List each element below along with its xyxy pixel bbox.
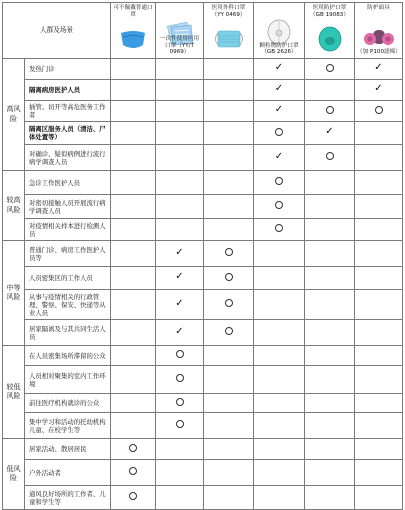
circle-mark-icon <box>275 177 283 185</box>
mark-cell <box>355 241 403 267</box>
mark-cell <box>111 101 156 122</box>
mark-cell <box>355 171 403 195</box>
table-row <box>3 366 403 394</box>
header-col-5 <box>305 3 355 59</box>
header-col-4-label: 颗粒物防护口罩（GB 2626） <box>259 42 299 56</box>
table-row <box>3 145 403 171</box>
mark-cell <box>355 267 403 290</box>
check-mark-icon: ✓ <box>274 150 284 162</box>
mark-cell <box>204 219 254 241</box>
mark-cell <box>204 122 254 145</box>
population-cell: 急诊工作医护人员 <box>25 171 111 195</box>
protective-gas-mask-icon <box>363 27 395 49</box>
mark-cell <box>254 413 305 439</box>
check-mark-icon: ✓ <box>175 271 184 283</box>
mark-cell <box>204 59 254 80</box>
mark-cell <box>156 101 204 122</box>
circle-mark-icon <box>176 398 184 406</box>
population-cell: 从事与疫情相关的行政管理、警察、保安、快递等从业人员 <box>25 290 111 320</box>
medical-protective-mask-icon <box>315 25 345 53</box>
mark-cell <box>305 59 355 80</box>
mark-cell <box>305 241 355 267</box>
circle-mark-icon <box>375 106 383 114</box>
table-row <box>3 346 403 366</box>
mark-cell <box>204 460 254 486</box>
mark-cell <box>355 195 403 219</box>
mark-cell <box>111 486 156 510</box>
mark-cell <box>156 460 204 486</box>
mark-cell <box>355 290 403 320</box>
mark-cell <box>254 80 305 101</box>
circle-mark-icon <box>275 128 283 136</box>
mark-cell <box>156 195 204 219</box>
mark-cell <box>204 80 254 101</box>
mark-cell <box>156 486 204 510</box>
mark-cell <box>305 267 355 290</box>
mark-cell <box>204 486 254 510</box>
population-cell: 对疫情相关样本进行检测人员 <box>25 219 111 241</box>
population-cell: 人员密集区的工作人员 <box>25 267 111 290</box>
mark-cell <box>355 486 403 510</box>
mark-cell <box>254 267 305 290</box>
mark-cell <box>111 122 156 145</box>
mark-cell <box>156 122 204 145</box>
mark-cell <box>305 290 355 320</box>
table-row <box>3 219 403 241</box>
table-row <box>3 413 403 439</box>
mark-cell <box>111 439 156 460</box>
check-mark-icon: ✓ <box>175 297 184 309</box>
header-col-4 <box>254 3 305 59</box>
mark-cell <box>204 439 254 460</box>
risk-level-cell: 较高风险 <box>3 171 25 241</box>
mark-cell <box>254 122 305 145</box>
mark-cell <box>111 413 156 439</box>
mark-cell <box>254 219 305 241</box>
risk-level-cell: 中等风险 <box>3 241 25 346</box>
table-header-row <box>3 3 403 59</box>
mark-cell <box>254 290 305 320</box>
mark-cell <box>156 439 204 460</box>
risk-level-cell: 高风险 <box>3 59 25 171</box>
mark-cell <box>305 439 355 460</box>
mark-cell <box>204 267 254 290</box>
mark-cell <box>355 320 403 346</box>
mark-cell <box>254 439 305 460</box>
table-row <box>3 80 403 101</box>
check-mark-icon: ✓ <box>274 62 284 74</box>
mark-cell <box>111 366 156 394</box>
mark-cell <box>305 366 355 394</box>
header-col-2-label: 一次性使用医用口罩（YY/T 0969） <box>159 35 200 56</box>
header-col-6-sublabel: （加 P100滤棉） <box>357 49 401 56</box>
mark-cell <box>355 80 403 101</box>
mark-cell <box>305 195 355 219</box>
risk-level-cell: 低风险 <box>3 439 25 510</box>
mark-cell <box>111 394 156 413</box>
table-row <box>3 320 403 346</box>
mark-cell <box>204 195 254 219</box>
table-row <box>3 267 403 290</box>
mark-cell <box>305 460 355 486</box>
check-mark-icon: ✓ <box>175 246 184 258</box>
population-cell: 对密切接触人员开展流行病学调查人员 <box>25 195 111 219</box>
population-cell: 在人员密集场所滞留的公众 <box>25 346 111 366</box>
mark-cell <box>111 267 156 290</box>
mark-cell <box>355 439 403 460</box>
mark-cell <box>355 460 403 486</box>
mark-cell <box>156 346 204 366</box>
header-col-3-label: 医用外科口罩（YY 0469） <box>211 5 246 18</box>
table-row <box>3 439 403 460</box>
circle-mark-icon <box>176 420 184 428</box>
check-mark-icon: ✓ <box>175 325 184 337</box>
check-mark-icon: ✓ <box>374 83 383 95</box>
mark-cell <box>305 320 355 346</box>
mark-cell <box>254 171 305 195</box>
mark-cell <box>204 241 254 267</box>
table-row <box>3 122 403 145</box>
mark-cell <box>254 366 305 394</box>
mark-cell <box>111 59 156 80</box>
circle-mark-icon <box>225 248 233 256</box>
mask-recommendation-table <box>2 2 403 510</box>
mark-cell <box>305 80 355 101</box>
mark-cell <box>254 59 305 80</box>
circle-mark-icon <box>225 273 233 281</box>
population-cell: 户外活动者 <box>25 460 111 486</box>
mark-cell <box>355 145 403 171</box>
header-col-1 <box>111 3 156 59</box>
population-cell: 普通门诊、病房工作医护人员等 <box>25 241 111 267</box>
mark-cell <box>111 80 156 101</box>
mark-cell <box>204 171 254 195</box>
mark-cell <box>156 171 204 195</box>
circle-mark-icon <box>176 374 184 382</box>
circle-mark-icon <box>326 64 334 72</box>
mark-cell <box>204 346 254 366</box>
mark-cell <box>305 122 355 145</box>
surgical-mask-icon <box>212 28 246 52</box>
mark-cell <box>254 394 305 413</box>
mark-cell <box>156 413 204 439</box>
mark-cell <box>204 366 254 394</box>
table-row <box>3 290 403 320</box>
mark-cell <box>156 366 204 394</box>
mark-cell <box>204 394 254 413</box>
mark-cell <box>156 59 204 80</box>
mark-cell <box>204 320 254 346</box>
mark-cell <box>355 101 403 122</box>
mark-cell <box>254 486 305 510</box>
population-cell: 插管、切开等高危医务工作者 <box>25 101 111 122</box>
population-cell: 居家隔离及与其共同生活人员 <box>25 320 111 346</box>
circle-mark-icon <box>326 152 334 160</box>
mark-cell <box>111 241 156 267</box>
mark-cell <box>111 290 156 320</box>
circle-mark-icon <box>225 327 233 335</box>
circle-mark-icon <box>129 492 137 500</box>
corner-label: 人群及场景 <box>3 3 111 59</box>
mark-cell <box>156 320 204 346</box>
header-col-6-label: 防护面具 <box>367 5 390 11</box>
table-row <box>3 171 403 195</box>
circle-mark-icon <box>225 299 233 307</box>
mark-cell <box>305 413 355 439</box>
mark-cell <box>156 241 204 267</box>
header-col-3 <box>204 3 254 59</box>
mark-cell <box>305 346 355 366</box>
population-cell: 发热门诊 <box>25 59 111 80</box>
mark-cell <box>254 241 305 267</box>
mark-cell <box>111 460 156 486</box>
population-cell: 隔离病房医护人员 <box>25 80 111 101</box>
mark-cell <box>254 195 305 219</box>
population-cell: 前往医疗机构就诊的公众 <box>25 394 111 413</box>
mark-cell <box>204 145 254 171</box>
mark-cell <box>156 145 204 171</box>
mark-cell <box>156 290 204 320</box>
mark-cell <box>355 219 403 241</box>
blue-fabric-mask-icon <box>118 29 148 51</box>
mark-cell <box>254 101 305 122</box>
check-mark-icon: ✓ <box>274 104 284 116</box>
check-mark-icon: ✓ <box>274 83 284 95</box>
header-col-5-label: 医用防护口罩（GB 19083） <box>310 5 349 18</box>
mark-cell <box>111 145 156 171</box>
mark-cell <box>355 394 403 413</box>
mark-cell <box>111 320 156 346</box>
population-cell: 人员相对聚集的室内工作环境 <box>25 366 111 394</box>
mark-cell <box>305 219 355 241</box>
table-row <box>3 195 403 219</box>
mark-cell <box>204 290 254 320</box>
mark-cell <box>204 101 254 122</box>
header-col-6 <box>355 3 403 59</box>
risk-level-cell: 较低风险 <box>3 346 25 439</box>
table-row <box>3 394 403 413</box>
table-row <box>3 59 403 80</box>
population-cell: 集中学习和活动的托幼机构儿童、在校学生等 <box>25 413 111 439</box>
mark-cell <box>254 346 305 366</box>
table-row <box>3 101 403 122</box>
population-cell: 隔离区服务人员（清洁、尸体处置等） <box>25 122 111 145</box>
table-row <box>3 241 403 267</box>
mark-cell <box>111 195 156 219</box>
mark-cell <box>355 413 403 439</box>
mark-cell <box>254 145 305 171</box>
population-cell: 通风良好场所的工作者、儿童和学生等 <box>25 486 111 510</box>
mark-cell <box>355 122 403 145</box>
table-row <box>3 460 403 486</box>
circle-mark-icon <box>275 224 283 232</box>
mark-cell <box>305 145 355 171</box>
mark-cell <box>254 320 305 346</box>
mark-cell <box>111 346 156 366</box>
circle-mark-icon <box>275 201 283 209</box>
circle-mark-icon <box>129 467 137 475</box>
mark-cell <box>305 486 355 510</box>
mark-cell <box>111 171 156 195</box>
mark-cell <box>355 346 403 366</box>
mark-cell <box>355 366 403 394</box>
circle-mark-icon <box>129 444 137 452</box>
mark-cell <box>204 413 254 439</box>
circle-mark-icon <box>326 106 334 114</box>
mark-cell <box>156 219 204 241</box>
check-mark-icon: ✓ <box>325 126 334 138</box>
mark-cell <box>156 394 204 413</box>
mark-cell <box>305 101 355 122</box>
circle-mark-icon <box>176 350 184 358</box>
table-body <box>3 59 403 510</box>
population-cell: 对确诊、疑似病例进行流行病学调查人员 <box>25 145 111 171</box>
mark-cell <box>254 460 305 486</box>
table-row <box>3 486 403 510</box>
mark-cell <box>111 219 156 241</box>
mark-cell <box>156 80 204 101</box>
mark-cell <box>305 171 355 195</box>
mark-cell <box>355 59 403 80</box>
population-cell: 居家活动、散居居民 <box>25 439 111 460</box>
mark-cell <box>305 394 355 413</box>
header-col-1-label: 可不佩戴普通口罩 <box>113 5 153 18</box>
check-mark-icon: ✓ <box>374 62 383 74</box>
header-col-2 <box>156 3 204 59</box>
mark-cell <box>156 267 204 290</box>
